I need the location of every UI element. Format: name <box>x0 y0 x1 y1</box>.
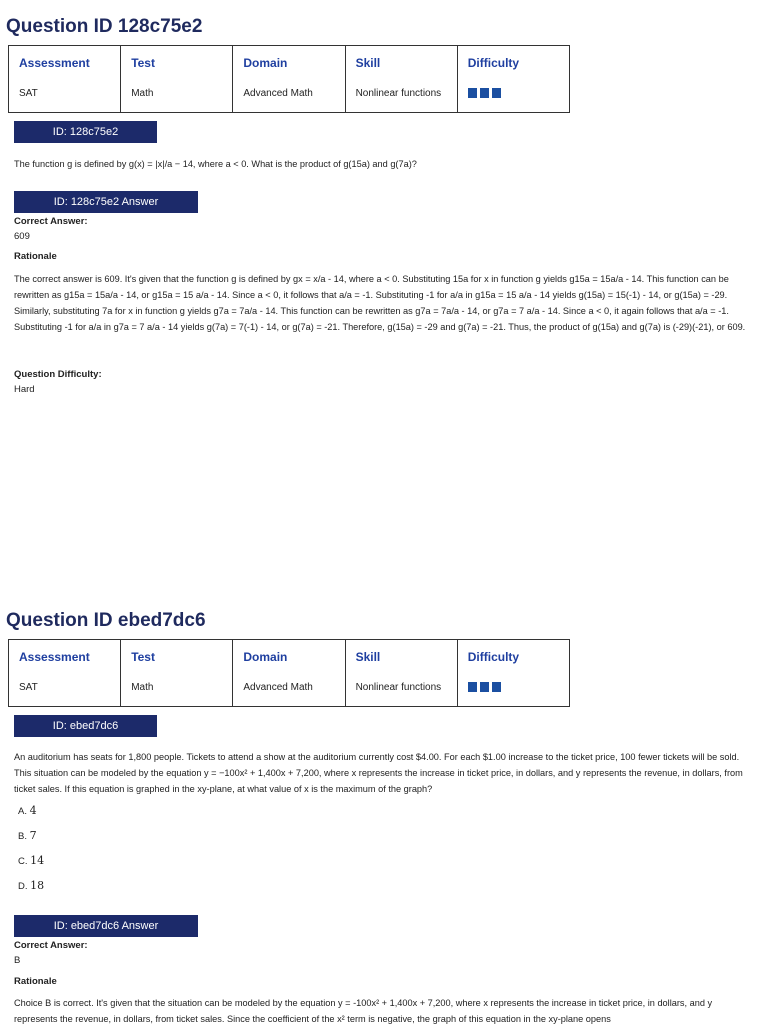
option-value: 18 <box>30 879 45 892</box>
difficulty-value: Hard <box>14 384 35 395</box>
question-text: An auditorium has seats for 1,800 people. Tickets to attend a show at the auditorium currently cost $4.00. For each $1.00 increase to the ticket price, 100 fewer tickets will be sold. This situation can be modeled by the equation y = −100x² + 1,400x + 7,200, where x represents the increase in ticket price, in dollars, and y represents the revenue, in dollars, from ticket sales. If this equation is graphed in the xy-plane, at what value of x is the maximum of the graph? <box>14 752 743 794</box>
difficulty-header: Difficulty <box>467 56 520 70</box>
skill-cell <box>345 46 457 113</box>
answer-id-badge: ID: 128c75e2 Answer <box>14 191 198 213</box>
option-letter: D. <box>18 881 28 892</box>
question-text: The function g is defined by g(x) = |x|/a − 14, where a < 0. What is the product of g(15a) and g(7a)? <box>14 159 417 169</box>
assessment-cell <box>9 46 121 113</box>
rationale-label: Rationale <box>14 976 57 987</box>
assessment-value: SAT <box>19 682 38 693</box>
option-value: 14 <box>30 854 45 867</box>
skill-header: Skill <box>355 56 381 70</box>
difficulty-label: Question Difficulty: <box>14 369 102 380</box>
option-letter: A. <box>18 806 27 817</box>
question-info-table <box>8 639 570 707</box>
answer-option <box>18 829 37 842</box>
skill-header: Skill <box>355 650 381 664</box>
difficulty-cell <box>457 46 569 113</box>
question-info-table <box>8 45 570 113</box>
domain-cell <box>233 46 345 113</box>
skill-value: Nonlinear functions <box>355 88 442 99</box>
question-title: Question ID 128c75e2 <box>6 16 203 37</box>
skill-cell <box>345 640 457 707</box>
assessment-cell <box>9 640 121 707</box>
assessment-header: Assessment <box>19 56 90 70</box>
assessment-header: Assessment <box>19 650 90 664</box>
skill-value: Nonlinear functions <box>355 682 442 693</box>
answer-option <box>18 804 37 817</box>
difficulty-header: Difficulty <box>467 650 520 664</box>
assessment-value: SAT <box>19 88 38 99</box>
domain-header: Domain <box>243 56 288 70</box>
answer-option <box>18 879 44 892</box>
answer-option <box>18 854 44 867</box>
test-cell <box>121 640 233 707</box>
option-value: 7 <box>29 829 37 842</box>
domain-value: Advanced Math <box>243 88 313 99</box>
difficulty-bars-icon <box>468 682 559 692</box>
test-header: Test <box>131 650 155 664</box>
question-id-badge: ID: ebed7dc6 <box>14 715 157 737</box>
answer-id-badge: ID: ebed7dc6 Answer <box>14 915 198 937</box>
rationale-label: Rationale <box>14 251 57 262</box>
domain-cell <box>233 640 345 707</box>
question-title: Question ID ebed7dc6 <box>6 610 206 631</box>
correct-answer-value: 609 <box>14 231 30 242</box>
test-cell <box>121 46 233 113</box>
rationale-text: The correct answer is 609. It's given that the function g is defined by gx = x/a - 14, where a < 0. Substituting 15a for x in function g yields g15a = 15a/a - 14. This function can be rewritten as g15a = 15a/a - 14, or g15a = 15 a/a - 14. Since a < 0, it follows that a/a = -1. Substituting -1 for a/a in g15a = 15 a/a - 14 yields g(15a) = 15(-1) - 14, or g(15a) = -29. Similarly, substituting 7a for x in function g yields g7a = 7a/a - 14. This function can be rewritten as g7a = 7a/a - 14, or g7a = 7 a/a - 14. Since a < 0, it again follows that a/a = -1. Substituting -1 for a/a in g7a = 7 a/a - 14 yields g(7a) = 7(-1) - 14, or g(7a) = -21. Therefore, g(15a) = -29 and g(7a) = -21. Thus, the product of g(15a) and g(7a) is (-29)(-21), or 609. <box>14 274 746 332</box>
question-id-badge: ID: 128c75e2 <box>14 121 157 143</box>
test-value: Math <box>131 682 154 693</box>
test-header: Test <box>131 56 155 70</box>
difficulty-cell <box>457 640 569 707</box>
correct-answer-label: Correct Answer: <box>14 216 88 227</box>
option-letter: B. <box>18 831 27 842</box>
difficulty-bars-icon <box>468 88 559 98</box>
correct-answer-label: Correct Answer: <box>14 940 88 951</box>
domain-value: Advanced Math <box>243 682 313 693</box>
option-letter: C. <box>18 856 28 867</box>
rationale-text: Choice B is correct. It's given that the situation can be modeled by the equation y = -100x² + 1,400x + 7,200, where x represents the increase in ticket price, in dollars, and y represents the revenue, in dollars, from ticket sales. Since the coefficient of the x² term is negative, the graph of this equation in the xy-plane opens <box>14 998 713 1024</box>
domain-header: Domain <box>243 650 288 664</box>
correct-answer-value: B <box>14 955 21 966</box>
option-value: 4 <box>29 804 37 817</box>
test-value: Math <box>131 88 154 99</box>
